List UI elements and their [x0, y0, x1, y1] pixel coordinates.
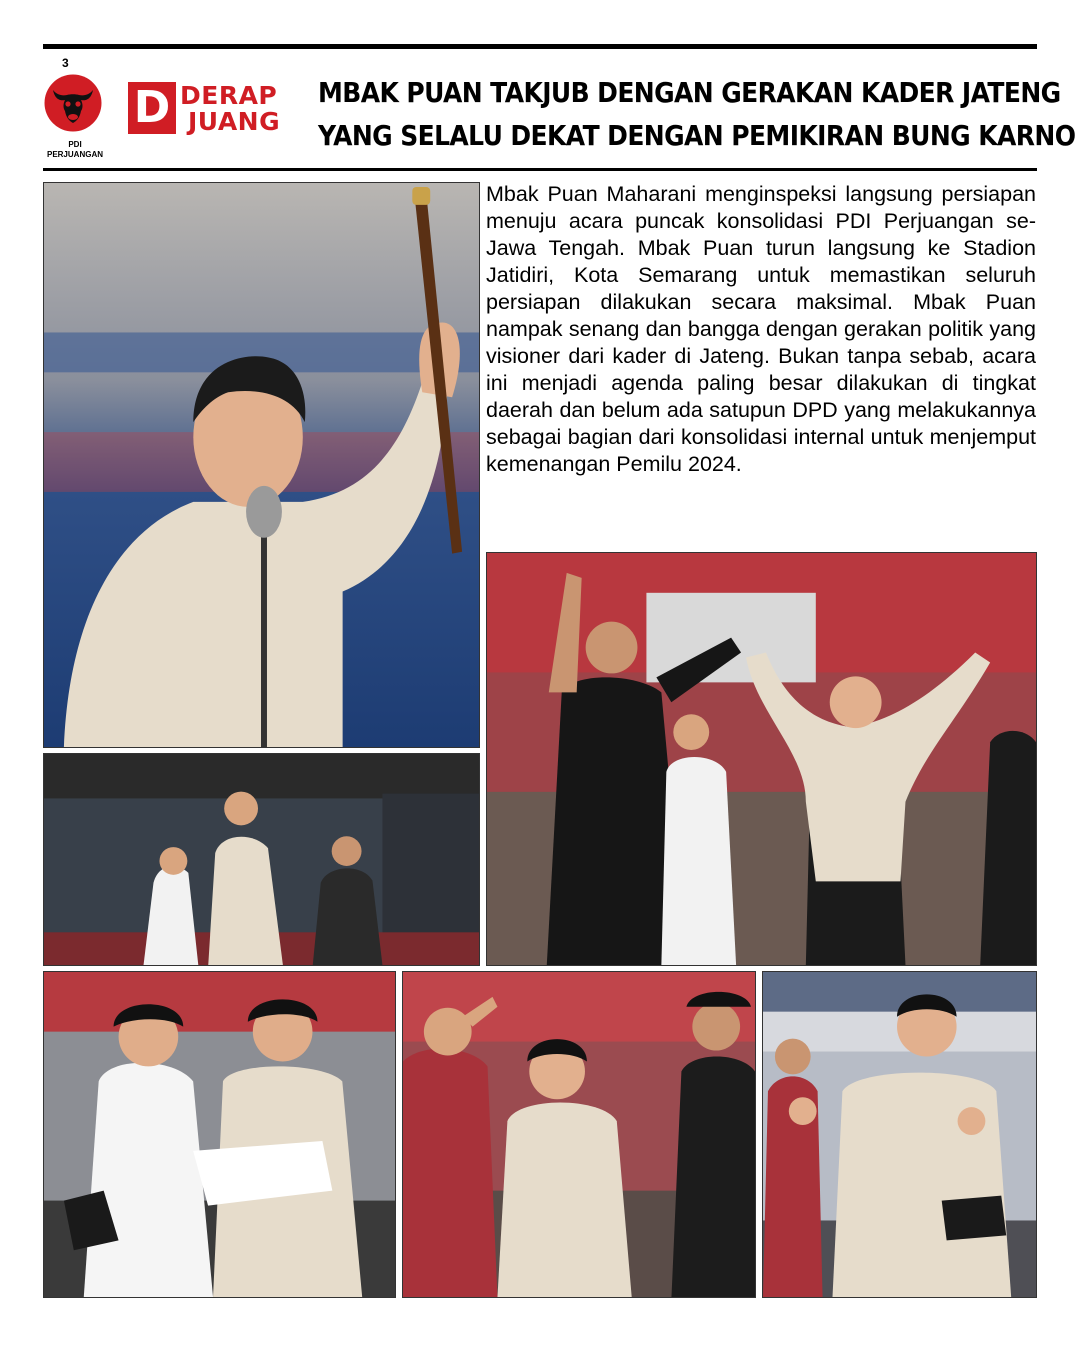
headline-line2: YANG SELALU DEKAT DENGAN PEMIKIRAN BUNG KARNO — [318, 119, 1076, 152]
magazine-badge — [128, 82, 176, 134]
bull-head-icon — [44, 74, 102, 132]
headline — [318, 72, 1076, 157]
photo-pointing-direction — [402, 971, 756, 1298]
header-rule — [43, 168, 1037, 171]
magazine-badge-letter: D — [133, 82, 171, 133]
party-name — [40, 140, 110, 160]
article-body: Mbak Puan Maharani menginspeksi langsung persiapan menuju acara puncak konsolidasi PDI Perjuangan se-Jawa Tengah. Mbak Puan turun langsung ke Stadion Jatidiri, Kota Semarang untuk memastikan seluruh persiapan dilakukan secara maksimal. Mbak Puan nampak senang dan bangga dengan gerakan politik yang visioner dari kader di Jateng. Bukan tanpa sebab, acara ini menjadi agenda paling besar dilakukan di tingkat daerah dan belum ada satupun DPD yang melakukannya sebagai bagian dari konsolidasi internal untuk menjemput kemenangan Pemilu 2024. — [486, 182, 1036, 476]
photo-hands-raised — [486, 552, 1037, 966]
photo-gesturing — [762, 971, 1037, 1298]
party-name-line1: PDI — [68, 140, 82, 149]
headline-line1: MBAK PUAN TAKJUB DENGAN GERAKAN KADER JATENG — [318, 76, 1061, 109]
photo-reviewing-papers — [43, 971, 396, 1298]
top-rule — [43, 44, 1037, 49]
page-number: 3 — [62, 56, 69, 70]
photo-raising-baton — [43, 182, 480, 748]
party-name-line2: PERJUANGAN — [46, 150, 103, 159]
photo-stage-inspection — [43, 753, 480, 966]
magazine-logo — [128, 82, 294, 134]
magazine-word-juang: JUANG — [188, 107, 281, 136]
magazine-word-derap: DERAP — [180, 81, 278, 110]
